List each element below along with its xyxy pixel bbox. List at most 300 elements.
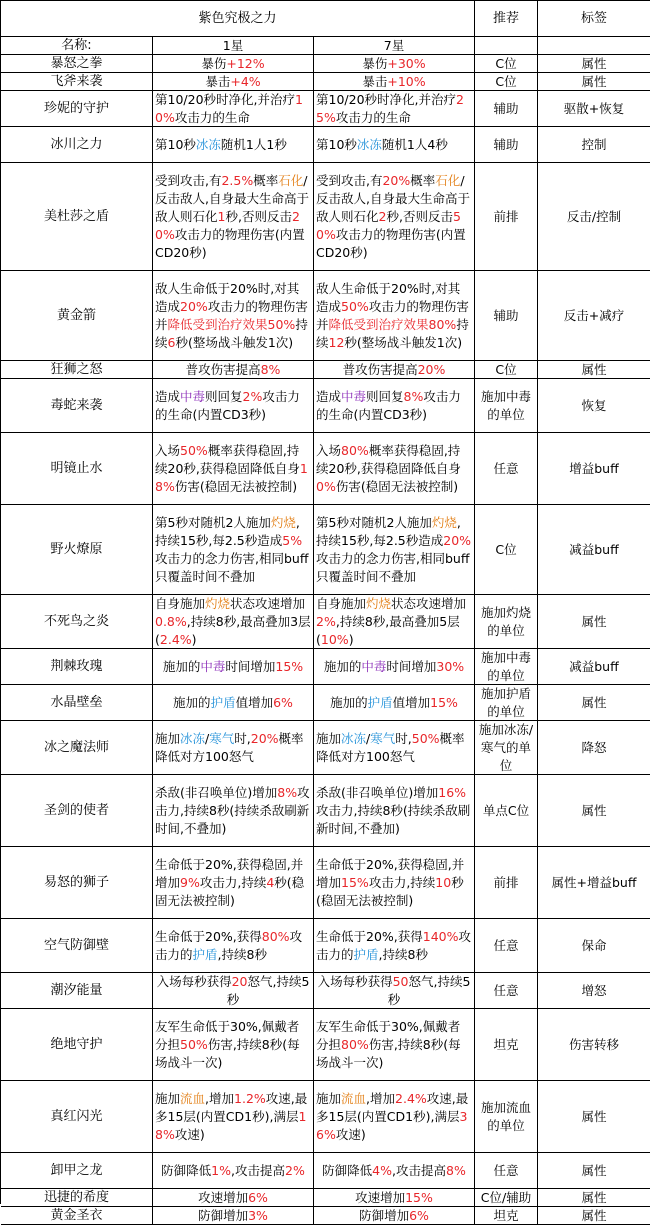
text-segment: 持续 [316, 316, 469, 350]
star7-effect [314, 379, 475, 433]
text-segment: 暴击 [205, 73, 231, 89]
row-name [1, 775, 153, 847]
subheader-star1 [153, 37, 314, 55]
text-segment: 攻击力的物理伤害(内置CD20秒) [316, 226, 466, 260]
highlight-red: 140% [422, 928, 459, 944]
highlight-red: 15% [275, 658, 304, 674]
text-segment: 攻速,最多15层(内置CD1秒),满层 [316, 1090, 469, 1124]
star7-effect-text [316, 595, 472, 649]
text-segment: 伤害,持续8秒(每场战斗一次) [155, 1036, 300, 1070]
star1-effect-text [155, 388, 311, 424]
highlight-red: 1 [217, 208, 226, 224]
recommend-cell [475, 433, 538, 505]
text-segment: ,持续15秒,每2.5秒造成 [155, 514, 300, 548]
text-segment: 暴伤 [362, 55, 388, 71]
text-segment: 第10秒 [316, 136, 357, 152]
row-name-text: 真红闪光 [50, 1108, 103, 1124]
tag-cell [538, 433, 650, 505]
star1-effect [153, 127, 314, 163]
row-name-text: 易怒的狮子 [43, 874, 109, 890]
header-tag-text: 标签 [580, 10, 607, 26]
row-name [1, 1207, 153, 1225]
highlight-red: 10% [320, 631, 349, 647]
highlight-blue: 护盾 [367, 694, 393, 710]
star1-effect [153, 271, 314, 361]
star7-effect [314, 973, 475, 1009]
tag-cell [538, 1153, 650, 1189]
star1-effect [153, 91, 314, 127]
star7-effect-text [316, 856, 472, 910]
star1-effect-text [155, 730, 311, 766]
text-segment: / [366, 730, 371, 746]
row-name-text: 狂狮之怒 [50, 361, 103, 377]
highlight-red: 0% [316, 478, 336, 494]
recommend-text: C位 [495, 73, 517, 89]
star1-effect [153, 973, 314, 1009]
text-segment: 第5秒对随机2人施加 [316, 514, 432, 530]
highlight-blue: 护盾 [192, 946, 218, 962]
tag-cell [538, 973, 650, 1009]
text-segment: 秒(整场战斗触发1次) [175, 334, 294, 350]
highlight-red: +12% [226, 55, 265, 71]
highlight-red: 20% [443, 532, 472, 548]
text-segment: 攻击力的生命(内置CD3秒) [155, 388, 300, 422]
highlight-blue: 冰冻 [195, 136, 221, 152]
highlight-red: 6 [167, 334, 176, 350]
text-segment: 值增加 [235, 694, 274, 710]
highlight-red: 10 [435, 874, 452, 890]
text-segment: 随机1人4秒 [381, 136, 448, 152]
highlight-red: +30% [387, 55, 426, 71]
subheader-tag [538, 37, 650, 55]
row-name-text: 暴怒之拳 [50, 55, 103, 71]
text-segment: 施加的 [323, 658, 362, 674]
tag-cell [538, 595, 650, 649]
star1-effect-text [155, 361, 311, 379]
row-name [1, 73, 153, 91]
recommend-text: C位/辅助 [480, 1189, 532, 1205]
recommend-cell [475, 973, 538, 1009]
highlight-blue: 冰冻 [341, 730, 367, 746]
row-name [1, 1189, 153, 1207]
star7-effect [314, 163, 475, 271]
highlight-red: 3% [248, 1207, 268, 1223]
star7-effect-text [316, 91, 472, 127]
tag-text: 增怒 [581, 982, 607, 998]
row-name [1, 685, 153, 721]
star1-effect-text [155, 1207, 311, 1225]
text-segment: 友军生命低于30%,佩戴者分担 [155, 1018, 300, 1052]
text-segment: 时, [234, 730, 251, 746]
tag-text: 属性 [581, 73, 607, 89]
star1-effect [153, 847, 314, 919]
text-segment: 普攻伤害提高 [342, 361, 418, 377]
row-name [1, 505, 153, 595]
table-title-text: 紫色究极之力 [198, 10, 277, 26]
text-segment: 攻击力的生命 [335, 109, 411, 125]
star1-effect [153, 919, 314, 973]
text-segment: 攻速,最多15层(内置CD1秒),满层 [155, 1090, 308, 1124]
recommend-text: 任意 [493, 982, 519, 998]
tag-text: 控制 [581, 136, 607, 152]
star1-effect-text [155, 856, 311, 910]
star1-effect-text [155, 172, 311, 262]
text-segment: 造成 [155, 388, 181, 404]
recommend-cell [475, 361, 538, 379]
text-segment: 概率获得稳固,持续20秒,获得稳固降低自身 [155, 442, 300, 476]
recommend-cell [475, 721, 538, 775]
highlight-purple: 中毒 [341, 388, 367, 404]
star7-effect-text [316, 55, 472, 73]
star1-effect [153, 595, 314, 649]
text-segment: 概率 [253, 172, 279, 188]
highlight-blue: 寒气 [370, 730, 396, 746]
text-segment: 攻击力的物理伤害并 [155, 298, 308, 332]
star1-effect-text [155, 784, 311, 838]
tag-text: 属性+增益buff [551, 874, 637, 890]
recommend-cell [475, 1207, 538, 1225]
highlight-red: 2% [242, 388, 263, 404]
star7-effect [314, 73, 475, 91]
highlight-red: 80% [341, 442, 369, 458]
star7-effect [314, 433, 475, 505]
row-name [1, 1153, 153, 1189]
tag-text: 属性 [581, 55, 607, 71]
recommend-text: 单点C位 [482, 802, 530, 818]
recommend-text: 施加冰冻/寒气的单位 [478, 721, 534, 773]
tag-text: 反击/控制 [566, 208, 622, 224]
row-name [1, 721, 153, 775]
subheader-name-text: 名称: [61, 37, 92, 53]
text-segment: 施加的 [162, 658, 201, 674]
text-segment: 攻击力的念力伤害,相同buff只覆盖时间不叠加 [316, 550, 470, 584]
row-name [1, 433, 153, 505]
row-name [1, 361, 153, 379]
subheader-star7-text: 7星 [383, 37, 405, 53]
row-name [1, 55, 153, 73]
text-segment: 攻速) [174, 1126, 205, 1142]
highlight-red: 20% [250, 730, 279, 746]
tag-cell [538, 685, 650, 721]
row-name-text: 冰之魔法师 [43, 739, 109, 755]
tag-cell [538, 163, 650, 271]
star7-effect-text [316, 73, 472, 91]
highlight-red: 20 [231, 973, 248, 989]
subheader-star1-text: 1星 [222, 37, 244, 53]
row-name [1, 91, 153, 127]
star7-effect [314, 271, 475, 361]
star1-effect-text [155, 442, 311, 496]
highlight-orange: 流血 [180, 1090, 206, 1106]
header-recommend-text: 推荐 [492, 10, 519, 26]
recommend-cell [475, 775, 538, 847]
recommend-text: C位 [495, 55, 517, 71]
highlight-red: 12 [328, 334, 345, 350]
star7-effect [314, 1009, 475, 1081]
row-name-text: 毒蛇来袭 [50, 397, 103, 413]
text-segment: 概率获得稳固,持续20秒,获得稳固降低自身 [316, 442, 461, 476]
highlight-red: 6% [248, 1189, 268, 1205]
recommend-text: 坦克 [493, 1207, 519, 1223]
star7-effect-text [316, 928, 472, 964]
star7-effect-text [316, 1018, 472, 1072]
recommend-cell [475, 847, 538, 919]
star7-effect-text [316, 730, 472, 766]
star7-effect-text [316, 172, 472, 262]
star7-effect-text [316, 1207, 472, 1225]
text-segment: 则回复 [205, 388, 243, 404]
star1-effect [153, 505, 314, 595]
tag-text: 降怒 [581, 739, 607, 755]
text-segment: 攻击力的 [316, 928, 472, 962]
tag-cell [538, 649, 650, 685]
highlight-red: 15% [430, 694, 458, 710]
row-name [1, 127, 153, 163]
text-segment: 暴伤 [201, 55, 227, 71]
text-segment: 怒气,持续5秒 [387, 973, 471, 1007]
highlight-red: 4% [372, 1162, 393, 1178]
row-name-text: 绝地守护 [50, 1036, 103, 1052]
star1-effect-text [155, 136, 311, 154]
text-segment: 秒(稳固无法被控制) [155, 874, 305, 908]
highlight-red: 80% [261, 928, 290, 944]
text-segment: ,增加 [205, 1090, 235, 1106]
text-segment: 值增加 [392, 694, 431, 710]
row-name-text: 美杜莎之盾 [43, 208, 109, 224]
text-segment: 敌人生命低于20%时,对其造成 [155, 280, 300, 314]
text-segment: 友军生命低于30%,佩戴者分担 [316, 1018, 461, 1052]
highlight-blue: 冰冻 [356, 136, 382, 152]
text-segment: 普攻伤害提高 [185, 361, 261, 377]
star1-effect-text [155, 1162, 311, 1180]
row-name [1, 973, 153, 1009]
highlight-red: 80% [341, 1036, 369, 1052]
tag-cell [538, 919, 650, 973]
subheader-recommend [475, 37, 538, 55]
recommend-text: 施加护盾的单位 [480, 685, 531, 719]
text-segment: /反击敌人,自身最大生命高于敌人则石化 [155, 172, 309, 224]
highlight-orange: 灼烧 [366, 595, 392, 611]
recommend-text: 施加中毒的单位 [480, 388, 531, 422]
highlight-red: 50% [316, 208, 461, 242]
highlight-red: 2.4% [395, 1090, 427, 1106]
table-title [1, 1, 475, 37]
highlight-red: 20% [155, 208, 300, 242]
highlight-red: 降低受到治疗效果50% [167, 316, 296, 332]
tag-text: 属性 [581, 694, 607, 710]
text-segment: 时间增加 [225, 658, 276, 674]
tag-text: 减益buff [569, 658, 619, 674]
star1-effect-text [155, 1090, 311, 1144]
star1-effect [153, 163, 314, 271]
star1-effect-text [155, 694, 311, 712]
tag-text: 驱散+恢复 [563, 100, 625, 116]
star7-effect [314, 775, 475, 847]
star1-effect [153, 775, 314, 847]
star7-effect [314, 55, 475, 73]
highlight-red: +10% [387, 73, 426, 89]
row-name-text: 圣剑的使者 [43, 802, 109, 818]
highlight-red: 2.4% [159, 631, 192, 647]
star7-effect [314, 127, 475, 163]
tag-cell [538, 847, 650, 919]
tag-text: 属性 [581, 1162, 607, 1178]
star1-effect [153, 379, 314, 433]
row-name [1, 163, 153, 271]
text-segment: 杀敌(非召唤单位)增加 [155, 784, 278, 800]
recommend-cell [475, 127, 538, 163]
text-segment: 攻击力的生命 [174, 109, 250, 125]
text-segment: 状态攻速增加 [391, 595, 467, 611]
recommend-cell [475, 1009, 538, 1081]
text-segment: 随机1人1秒 [220, 136, 287, 152]
tag-text: 属性 [581, 361, 607, 377]
star1-effect-text [155, 973, 311, 1009]
highlight-blue: 护盾 [353, 946, 379, 962]
star7-effect [314, 685, 475, 721]
highlight-red: 8% [446, 1162, 466, 1178]
text-segment: 敌人生命低于20%时,对其造成 [316, 280, 461, 314]
highlight-red: 15% [341, 874, 369, 890]
star1-effect-text [155, 595, 311, 649]
star1-effect [153, 721, 314, 775]
text-segment: 施加的 [173, 694, 211, 710]
text-segment: 施加 [316, 730, 342, 746]
recommend-text: 辅助 [493, 136, 519, 152]
highlight-red: 8% [260, 361, 281, 377]
highlight-red: +4% [230, 73, 261, 89]
highlight-blue: 寒气 [209, 730, 235, 746]
tag-text: 伤害转移 [568, 1036, 619, 1052]
highlight-blue: 冰冻 [180, 730, 206, 746]
text-segment: 状态攻速增加 [230, 595, 306, 611]
text-segment: 受到攻击,有 [155, 172, 222, 188]
tag-cell [538, 91, 650, 127]
highlight-orange: 灼烧 [270, 514, 296, 530]
star7-effect-text [316, 1090, 472, 1144]
recommend-text: 坦克 [493, 1036, 519, 1052]
highlight-red: 10% [155, 91, 303, 125]
text-segment: 入场 [316, 442, 342, 458]
tag-text: 反击+减疗 [563, 307, 625, 323]
star7-effect [314, 919, 475, 973]
subheader-star7 [314, 37, 475, 55]
highlight-red: 6% [273, 694, 293, 710]
text-segment: 自身施加 [316, 595, 367, 611]
row-name-text: 潮汐能量 [50, 982, 103, 998]
text-segment: 概率降低对方100怒气 [316, 730, 465, 764]
recommend-cell [475, 919, 538, 973]
text-segment: ,持续8秒 [217, 946, 267, 962]
row-name-text: 不死鸟之炎 [43, 613, 109, 629]
star1-effect-text [155, 55, 311, 73]
recommend-cell [475, 1153, 538, 1189]
highlight-red: 5% [282, 532, 303, 548]
star7-effect [314, 505, 475, 595]
text-segment: ,增加 [366, 1090, 396, 1106]
text-segment: /反击敌人,自身最大生命高于敌人则石化 [316, 172, 470, 224]
highlight-red: 8% [277, 784, 298, 800]
highlight-red: 36% [316, 1108, 468, 1142]
text-segment: 生命低于20%,获得 [316, 928, 423, 944]
tag-text: 属性 [581, 613, 607, 629]
tag-cell [538, 1189, 650, 1207]
recommend-cell [475, 271, 538, 361]
tag-text: 增益buff [569, 460, 619, 476]
star1-effect [153, 649, 314, 685]
text-segment: 攻击力的生命(内置CD3秒) [316, 388, 461, 422]
star7-effect-text [316, 1162, 472, 1180]
star7-effect-text [316, 388, 472, 424]
text-segment: 攻击力的 [155, 928, 303, 962]
tag-cell [538, 1207, 650, 1225]
row-name-text: 卸甲之龙 [50, 1162, 103, 1178]
star7-effect [314, 361, 475, 379]
row-name [1, 847, 153, 919]
text-segment: 攻速) [335, 1126, 366, 1142]
tag-text: 属性 [581, 1108, 607, 1124]
star7-effect-text [316, 361, 472, 379]
text-segment: 防御增加 [359, 1207, 410, 1223]
recommend-cell [475, 649, 538, 685]
star1-effect-text [155, 658, 311, 676]
row-name-text: 冰川之力 [50, 136, 103, 152]
text-segment: 造成 [316, 388, 342, 404]
recommend-text: 任意 [493, 460, 519, 476]
text-segment: / [205, 730, 210, 746]
star7-effect-text [316, 694, 472, 712]
text-segment: 杀敌(非召唤单位)增加 [316, 784, 439, 800]
tag-cell [538, 379, 650, 433]
recommend-cell [475, 55, 538, 73]
recommend-text: 任意 [493, 937, 519, 953]
row-name [1, 649, 153, 685]
text-segment: 秒(整场战斗触发1次) [344, 334, 463, 350]
recommend-text: 辅助 [493, 100, 519, 116]
row-name [1, 271, 153, 361]
row-name [1, 1009, 153, 1081]
text-segment: 暴击 [362, 73, 388, 89]
text-segment: ) [348, 631, 354, 647]
header-recommend [475, 1, 538, 37]
star7-effect [314, 91, 475, 127]
text-segment: 攻击力,持续8秒(持续杀敌刷新时间,不叠加) [316, 802, 471, 836]
row-name-text: 迅捷的希度 [43, 1189, 109, 1205]
recommend-text: 辅助 [493, 307, 519, 323]
row-name-text: 荆棘玫瑰 [50, 658, 103, 674]
text-segment: 持续 [155, 316, 308, 350]
tag-cell [538, 1081, 650, 1153]
text-segment: 怒气,持续5秒 [226, 973, 310, 1007]
tag-cell [538, 127, 650, 163]
highlight-red: 25% [316, 91, 464, 125]
text-segment: 生命低于20%,获得 [155, 928, 262, 944]
star1-effect-text [155, 514, 311, 586]
tag-cell [538, 361, 650, 379]
recommend-text: 前排 [493, 208, 519, 224]
row-name-text: 黄金圣衣 [50, 1207, 103, 1223]
text-segment: 生命低于20%,获得稳固,并增加 [316, 856, 465, 890]
tag-cell [538, 505, 650, 595]
star7-effect [314, 1081, 475, 1153]
highlight-red: 50% [411, 730, 440, 746]
text-segment: 攻击力的物理伤害并 [316, 298, 469, 332]
star1-effect [153, 361, 314, 379]
star7-effect-text [316, 784, 472, 838]
highlight-red: 9% [180, 874, 200, 890]
star1-effect [153, 1009, 314, 1081]
tag-text: 属性 [581, 1189, 607, 1205]
